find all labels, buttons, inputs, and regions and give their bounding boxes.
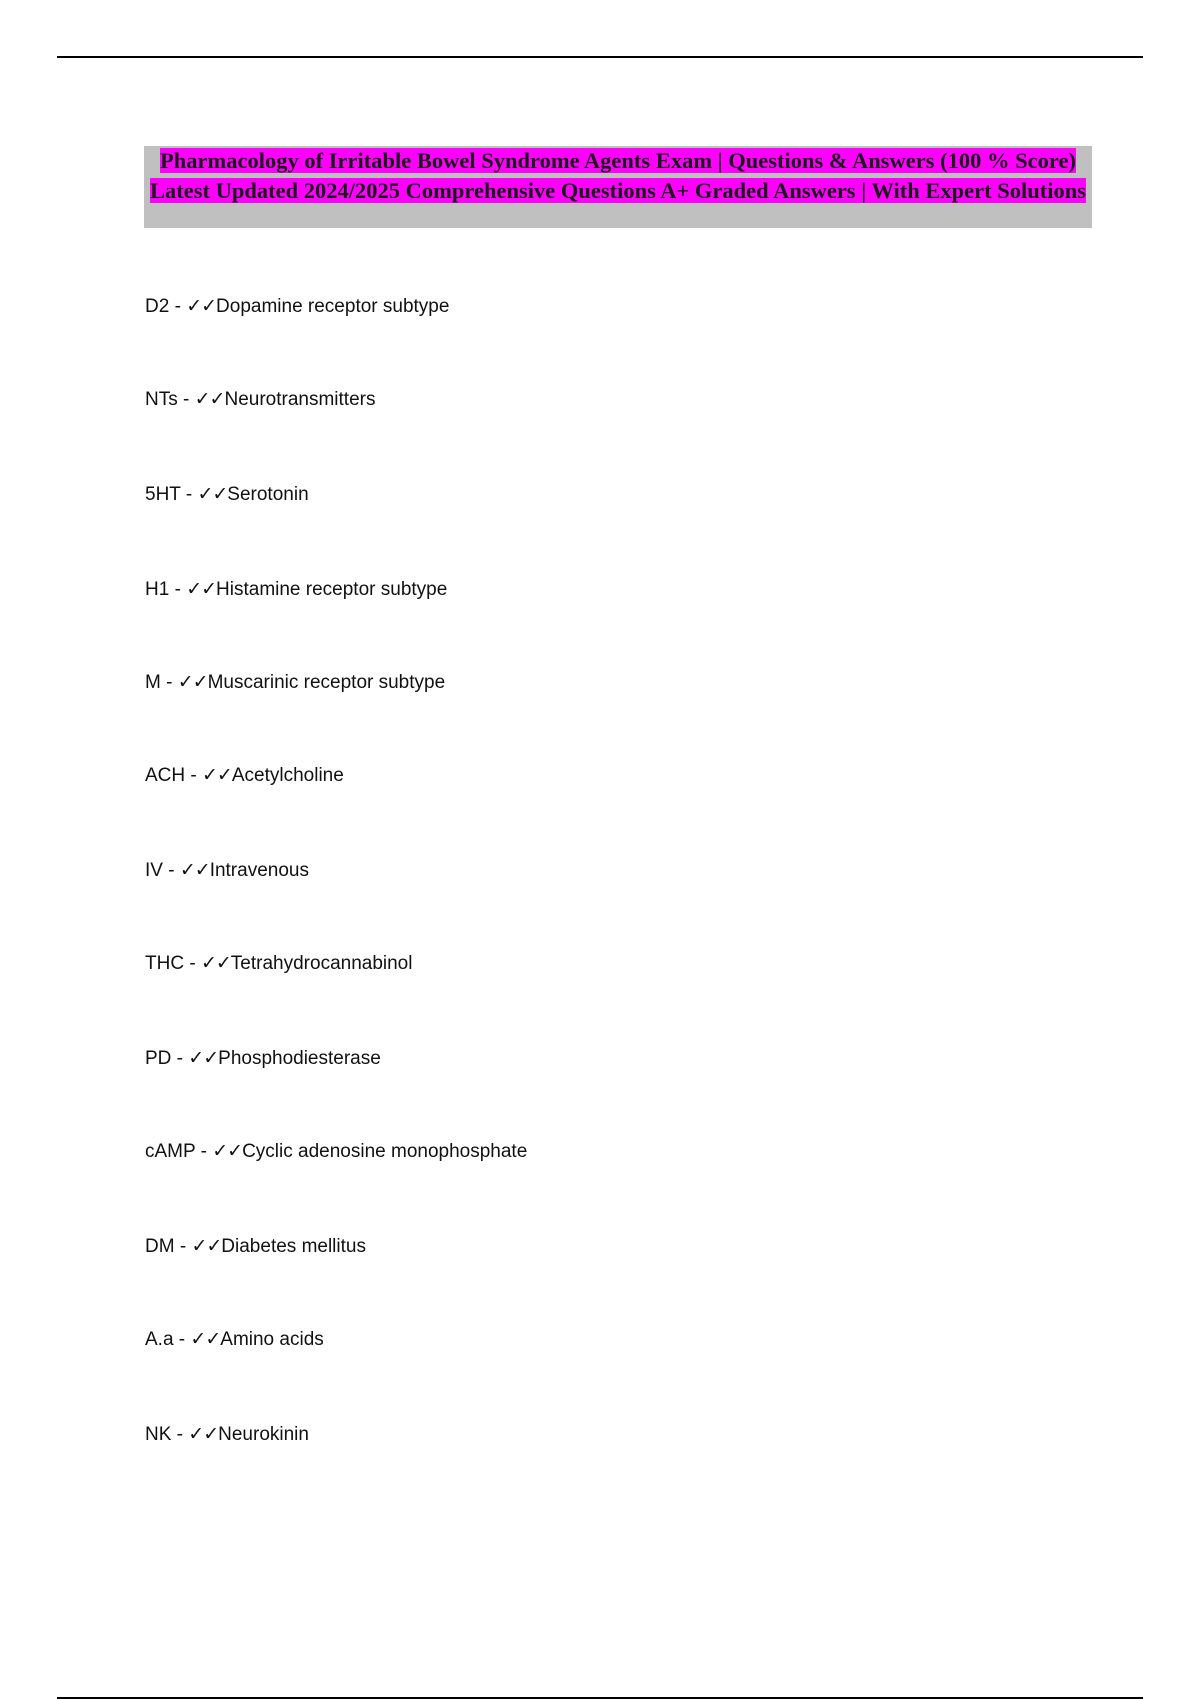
entry-term: H1: [145, 579, 170, 600]
entry-definition: Cyclic adenosine monophosphate: [242, 1141, 528, 1162]
entry-term: THC: [145, 953, 185, 974]
check-icon: ✓✓: [197, 483, 228, 505]
term-entry: [145, 763, 344, 788]
entry-separator: -: [162, 860, 180, 881]
top-rule: [57, 56, 1143, 58]
term-entry: [145, 1139, 527, 1164]
check-icon: ✓✓: [194, 388, 225, 410]
entry-term: 5HT: [145, 484, 181, 505]
bottom-rule: [57, 1697, 1143, 1699]
entry-term: cAMP: [145, 1141, 196, 1162]
term-entry: [145, 670, 445, 695]
entry-definition: Amino acids: [220, 1329, 324, 1350]
check-icon: ✓✓: [202, 764, 232, 786]
entry-definition: Acetylcholine: [231, 765, 344, 786]
entry-separator: -: [177, 389, 195, 410]
entry-separator: -: [184, 953, 201, 974]
title-box: [144, 146, 1092, 228]
entry-term: NTs: [145, 389, 178, 410]
entry-definition: Neurotransmitters: [224, 389, 376, 410]
entry-separator: -: [171, 1424, 189, 1445]
entry-term: NK: [145, 1424, 172, 1445]
check-icon: ✓✓: [177, 671, 208, 693]
check-icon: ✓✓: [186, 578, 217, 600]
check-icon: ✓✓: [179, 859, 210, 881]
entry-term: ACH: [145, 765, 186, 786]
entry-definition: Dopamine receptor subtype: [216, 296, 450, 317]
document-title: Pharmacology of Irritable Bowel Syndrome Agents Exam | Questions & Answers (100 % Score) Latest Updated 2024/2025 Comprehensive Questions A+ Graded Answers | With Expert Solutions: [150, 148, 1086, 203]
entry-term: M: [145, 672, 161, 693]
entry-term: IV: [145, 860, 163, 881]
entry-term: PD: [145, 1048, 172, 1069]
entry-term: D2: [145, 296, 170, 317]
term-entry: [145, 1234, 366, 1259]
entry-definition: Muscarinic receptor subtype: [207, 672, 446, 693]
term-entry: [145, 1327, 324, 1352]
term-entry: [145, 1046, 381, 1071]
term-entry: [145, 951, 412, 976]
entry-separator: -: [173, 1329, 191, 1350]
entry-definition: Serotonin: [227, 484, 309, 505]
entry-definition: Intravenous: [209, 860, 309, 881]
entry-term: A.a: [145, 1329, 174, 1350]
term-entry: [145, 387, 375, 412]
term-entry: [145, 1422, 309, 1447]
entry-separator: -: [169, 296, 187, 317]
check-icon: ✓✓: [188, 1047, 219, 1069]
entry-separator: -: [174, 1236, 192, 1257]
term-entry: [145, 482, 309, 507]
check-icon: ✓✓: [212, 1140, 243, 1162]
term-entry: [145, 577, 447, 602]
check-icon: ✓✓: [186, 295, 217, 317]
entry-separator: -: [160, 672, 178, 693]
entry-definition: Phosphodiesterase: [218, 1048, 381, 1069]
term-entry: [145, 858, 309, 883]
check-icon: ✓✓: [200, 952, 231, 974]
entry-term: DM: [145, 1236, 175, 1257]
entry-separator: -: [169, 579, 187, 600]
entry-separator: -: [180, 484, 198, 505]
check-icon: ✓✓: [190, 1328, 221, 1350]
entry-definition: Tetrahydrocannabinol: [230, 953, 413, 974]
entry-separator: -: [195, 1141, 213, 1162]
check-icon: ✓✓: [188, 1423, 219, 1445]
entry-separator: -: [171, 1048, 189, 1069]
entry-definition: Neurokinin: [218, 1424, 309, 1445]
entry-definition: Histamine receptor subtype: [216, 579, 448, 600]
entry-separator: -: [185, 765, 203, 786]
entry-definition: Diabetes mellitus: [221, 1236, 366, 1257]
check-icon: ✓✓: [191, 1235, 222, 1257]
term-entry: [145, 294, 449, 319]
